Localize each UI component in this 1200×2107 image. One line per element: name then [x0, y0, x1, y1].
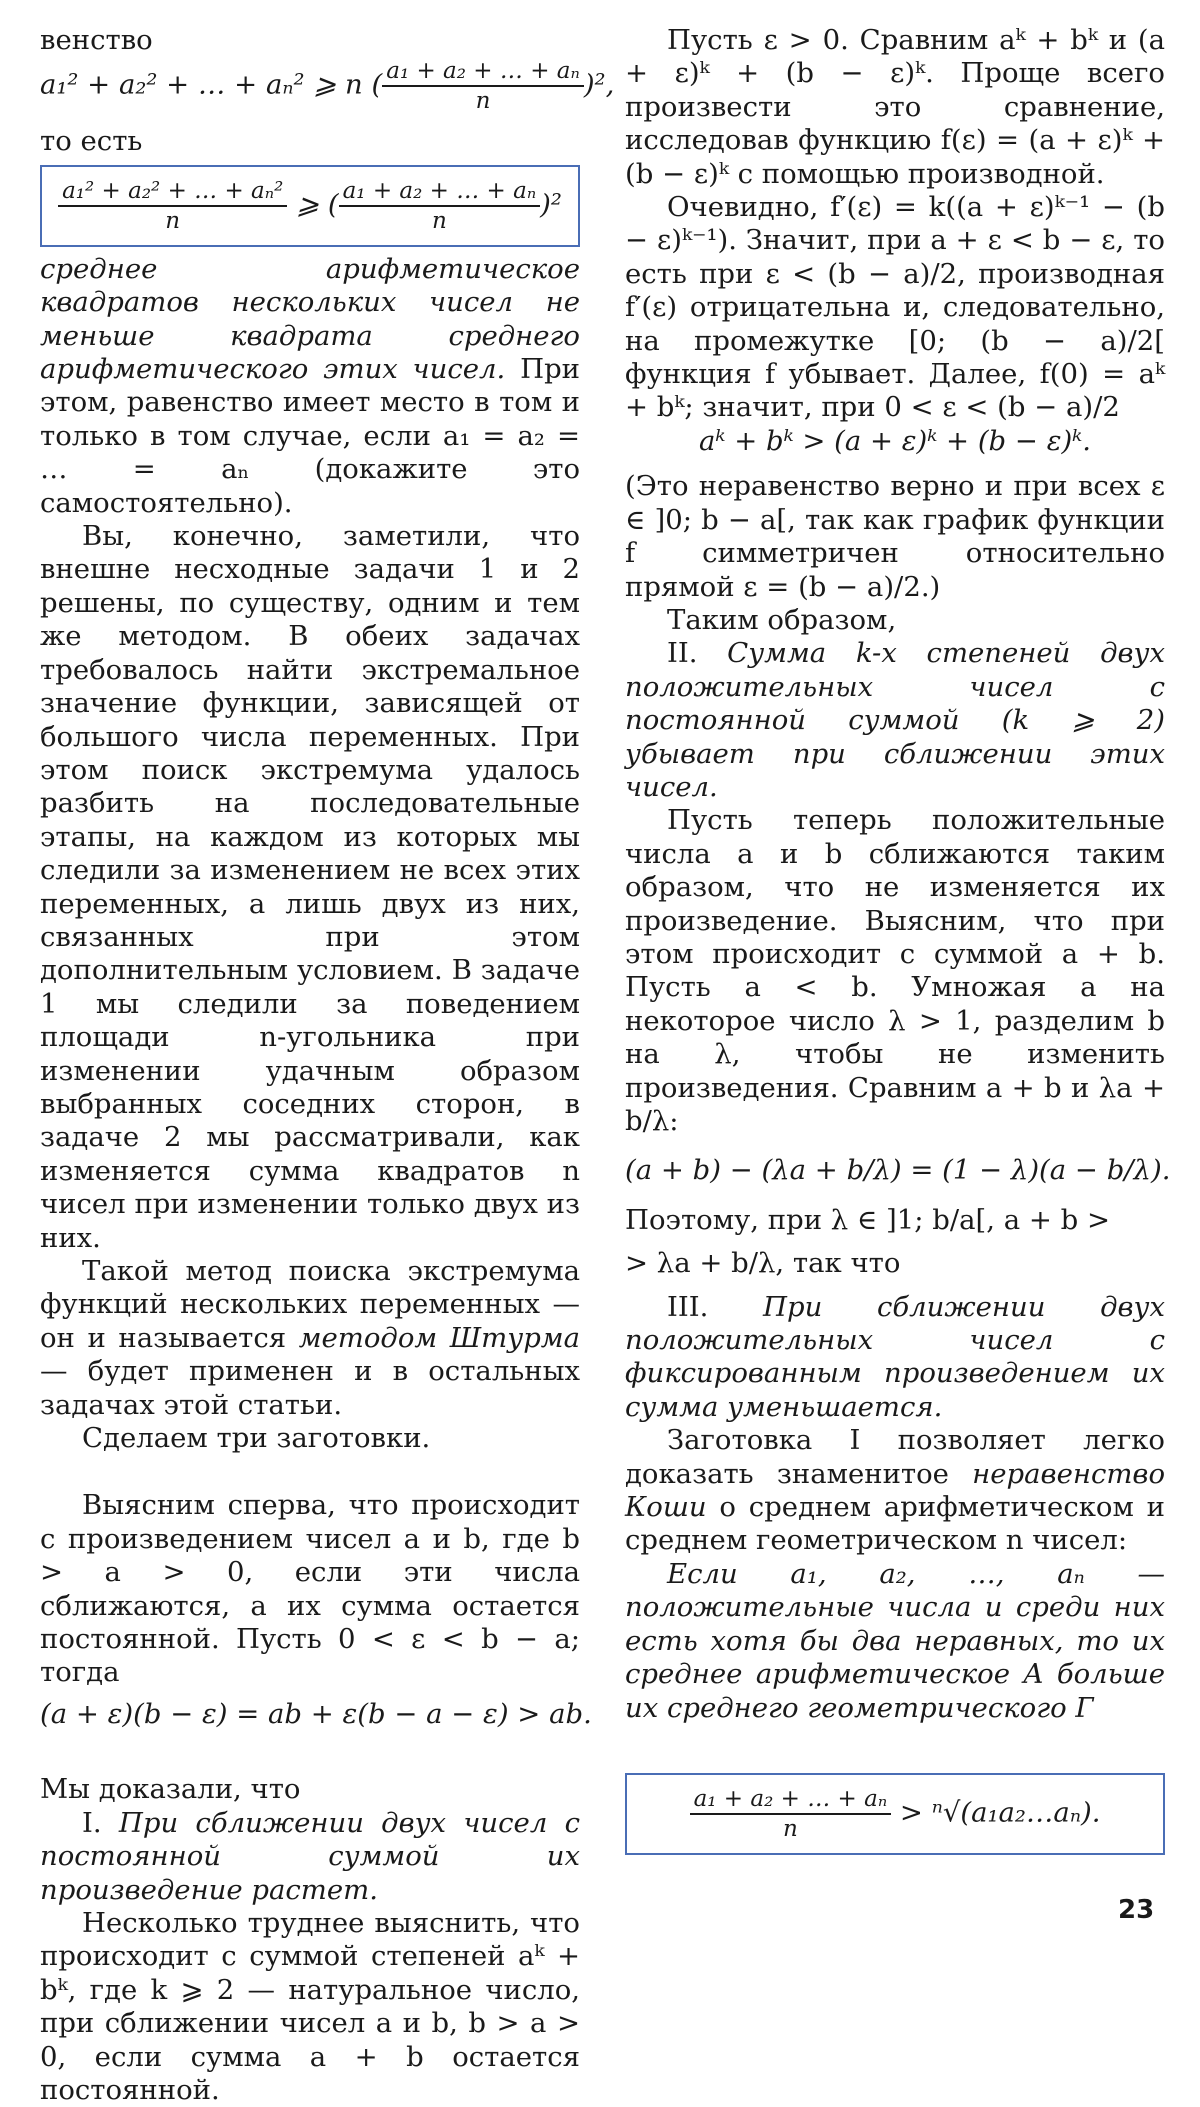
italic-text: неравенство Коши: [625, 1457, 1165, 1524]
cauchy-inequality-box: [625, 1773, 1165, 1855]
paragraph: Поэтому, при λ ∈ ]1; b/a[, a + b >: [625, 1203, 1111, 1236]
paragraph: [40, 253, 580, 520]
paragraph: [40, 1255, 580, 1422]
fraction-denominator: n: [165, 207, 181, 234]
italic-text: среднее арифметическое квадратов нескольких чисел не меньше квадрата среднего арифметического этих чисел.: [40, 252, 580, 386]
statement-number: I.: [82, 1806, 119, 1839]
spacer: [625, 458, 1165, 470]
formula-tail: )²: [540, 188, 562, 221]
statement-II: [625, 637, 1165, 804]
spacer: [40, 1739, 580, 1773]
italic-text: Сумма k-х степеней двух положительных чисел с постоянной суммой (k ⩾ 2) убывает при сближении этих чисел.: [625, 637, 1165, 803]
fraction-numerator: a₁ + a₂ + … + aₙ: [382, 57, 584, 87]
right-column: [625, 24, 1171, 1861]
fraction-denominator: n: [782, 1815, 798, 1842]
paragraph: то есть: [40, 125, 143, 158]
fraction-denominator: n: [475, 88, 491, 115]
text: — будет применен и в остальных задачах этой статьи.: [40, 1355, 580, 1421]
highlighted-formula-box: [40, 165, 580, 247]
spacer: [40, 1455, 580, 1489]
statement-III: [625, 1291, 1165, 1425]
text: о среднем арифметическом и среднем геометрическом n чисел:: [625, 1491, 1165, 1557]
fraction: [58, 177, 287, 235]
paragraph: > λa + b/λ, так что: [625, 1247, 901, 1280]
paragraph: венство: [40, 24, 153, 56]
italic-text: методом Штурма: [298, 1321, 580, 1354]
fraction-denominator: n: [431, 207, 447, 234]
power-sum-inequality: aᵏ + bᵏ > (a + ε)ᵏ + (b − ε)ᵏ.: [699, 424, 1091, 457]
italic-text: При сближении двух чисел с постоянной суммой их произведение растет.: [40, 1806, 580, 1906]
paragraph: Пусть теперь положительные числа a и b сближаются таким образом, что не изменяется их произведение. Выясним, что при этом происходит с суммой a + b. Пусть a < b. Умножая a на некоторое число λ > 1, разделим b на λ, чтобы не изменить произведения. Сравним a + b и λa + b/λ:: [625, 804, 1165, 1137]
formula-tail: > ⁿ√(a₁a₂…aₙ).: [899, 1796, 1101, 1829]
left-column: [40, 24, 615, 2107]
inequality-formula: [40, 57, 615, 115]
paragraph: Выясним сперва, что происходит с произведением чисел a и b, где b > a > 0, если эти числа сближаются, а их сумма остается постоянной. Пусть 0 < ε < b − a; тогда: [40, 1489, 580, 1689]
fraction-numerator: a₁² + a₂² + … + aₙ²: [58, 177, 287, 207]
fraction: [382, 57, 584, 115]
paragraph: Таким образом,: [667, 603, 897, 636]
fraction: [690, 1785, 892, 1843]
formula-head: a₁² + a₂² + … + aₙ² ⩾ n (: [40, 68, 383, 101]
cauchy-theorem-statement: Если a₁, a₂, …, aₙ — положительные числа и среди них есть хотя бы два неравных, то их среднее арифметическое A больше их среднего геометрического Г: [625, 1557, 1165, 1724]
paragraph: (Это неравенство верно и при всех ε ∈ ]0; b − a[, так как график функции f симметричен относительно прямой ε = (b − a)/2.): [625, 470, 1165, 603]
spacer: [625, 1725, 1165, 1759]
paragraph: Мы доказали, что: [40, 1773, 301, 1806]
text: При этом, равенство имеет место в том и только в том случае, если a₁ = a₂ = … = aₙ (докажите это самостоятельно).: [40, 353, 580, 519]
fraction-numerator: a₁ + a₂ + … + aₙ: [690, 1785, 892, 1815]
paragraph: Пусть ε > 0. Сравним aᵏ + bᵏ и (a + ε)ᵏ + (b − ε)ᵏ. Проще всего произвести это сравнение, исследовав функцию f(ε) = (a + ε)ᵏ + (b − ε)ᵏ с помощью производной.: [625, 24, 1165, 190]
paragraph: Вы, конечно, заметили, что внешне несходные задачи 1 и 2 решены, по существу, одним и тем же методом. В обеих задачах требовалось найти экстремальное значение функции, зависящей от большого числа переменных. При этом поиск экстремума удалось разбить на последовательные этапы, на каждом из которых мы следили за изменением не всех этих переменных, а лишь двух из них, связанных при этом дополнительным условием. В задаче 1 мы следили за поведением площади n-угольника при изменении удачным образом выбранных соседних сторон, в задаче 2 мы рассматривали, как изменяется сумма квадратов n чисел при изменении только двух из них.: [40, 520, 580, 1254]
product-formula: (a + ε)(b − ε) = ab + ε(b − a − ε) > ab.: [40, 1697, 592, 1730]
paragraph: Несколько труднее выяснить, что происходит с суммой степеней aᵏ + bᵏ, где k ⩾ 2 — натуральное число, при сближении чисел a и b, b > a > 0, если сумма a + b остается постоянной.: [40, 1906, 580, 2106]
fraction: [339, 177, 541, 235]
statement-I: [40, 1807, 580, 1907]
paragraph: Сделаем три заготовки.: [82, 1422, 431, 1455]
text: Такой метод поиска экстремума функций нескольких переменных — он и называется: [40, 1255, 580, 1354]
italic-text: При сближении двух положительных чисел с фиксированным произведением их сумма уменьшается.: [625, 1290, 1165, 1423]
text: Заготовка I позволяет легко доказать знаменитое: [625, 1424, 1165, 1490]
paragraph: Очевидно, f′(ε) = k((a + ε)ᵏ⁻¹ − (b − ε)ᵏ⁻¹). Значит, при a + ε < b − ε, то есть при ε < (b − a)/2, производная f′(ε) отрицательна и, следовательно, на промежутке [0; (b − a)/2[ функция f убывает. Далее, f(0) = aᵏ + bᵏ; значит, при 0 < ε < (b − a)/2: [625, 191, 1165, 424]
fraction-numerator: a₁ + a₂ + … + aₙ: [339, 177, 541, 207]
difference-formula: (a + b) − (λa + b/λ) = (1 − λ)(a − b/λ).: [625, 1154, 1171, 1187]
paragraph: [625, 1424, 1165, 1558]
formula-tail: )²,: [583, 68, 615, 101]
formula-relation: ⩾ (: [296, 188, 339, 221]
page-number: 23: [1118, 1895, 1155, 1925]
statement-number: II.: [667, 637, 728, 670]
statement-number: III.: [667, 1290, 763, 1323]
